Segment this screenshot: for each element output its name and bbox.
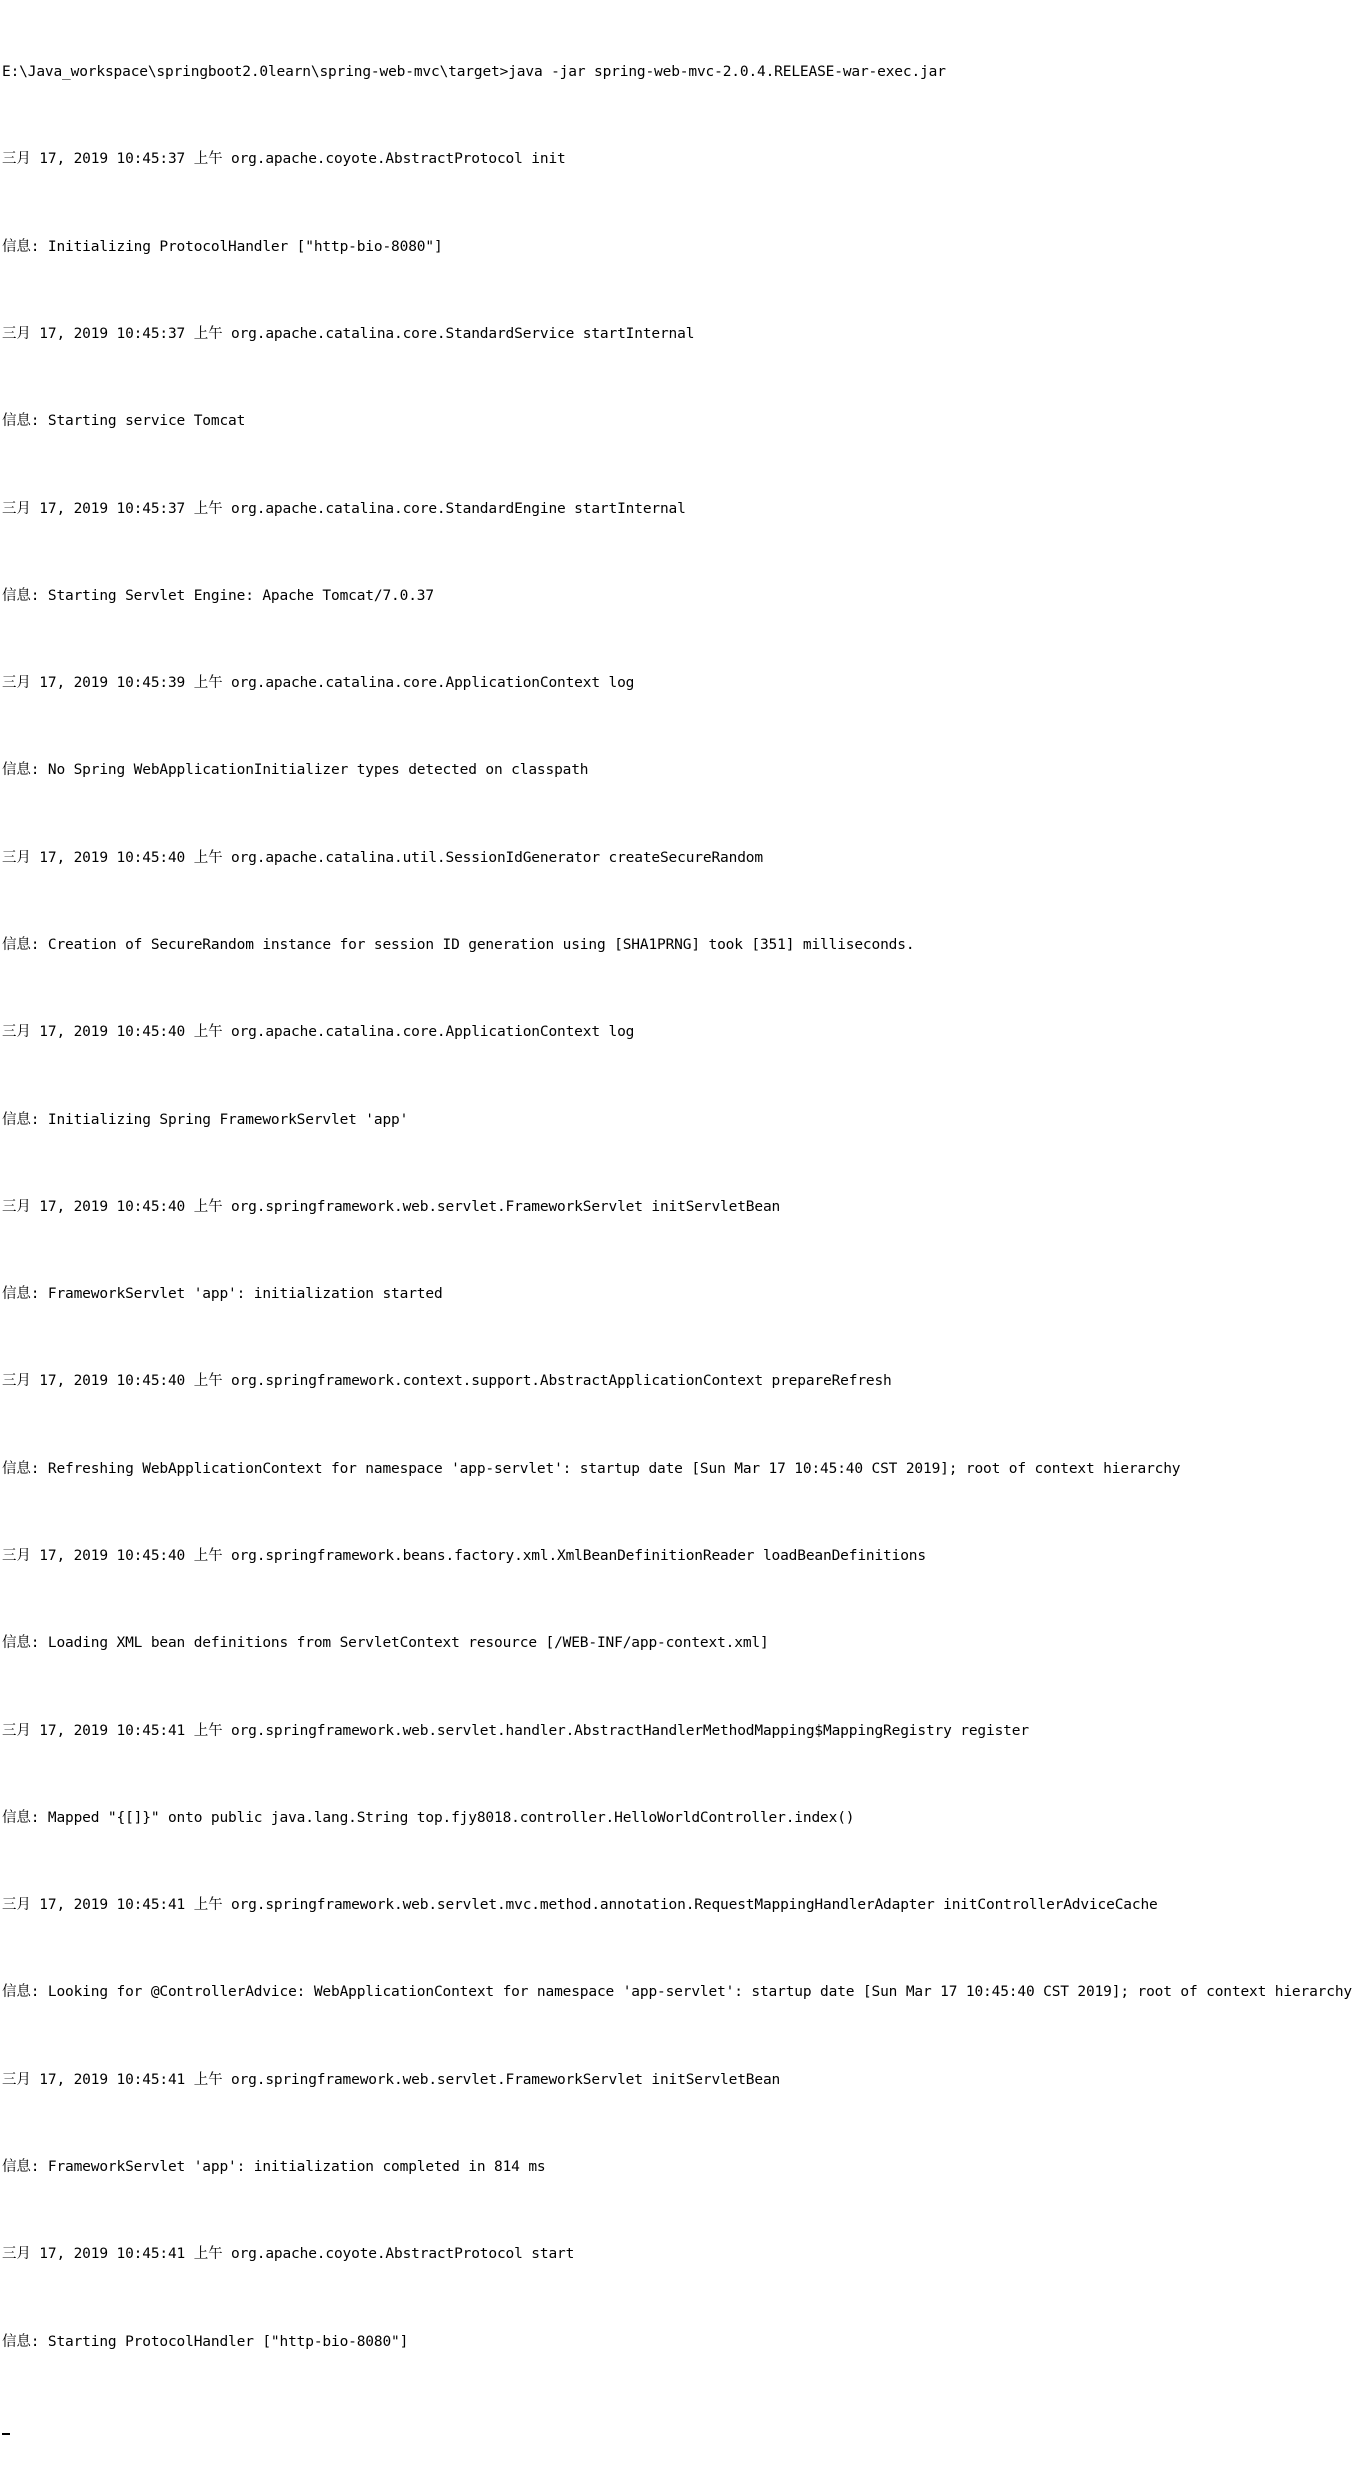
terminal-cursor-line: [2, 2415, 1268, 2444]
terminal-line: 三月 17, 2019 10:45:40 上午 org.apache.catalina.util.SessionIdGenerator createSecureRandom: [2, 849, 763, 866]
text-cursor: [2, 2433, 10, 2435]
terminal-line: 三月 17, 2019 10:45:41 上午 org.springframework.web.servlet.handler.AbstractHandlerMethodMapping$MappingRegistry register: [2, 1722, 1029, 1739]
terminal-line: 三月 17, 2019 10:45:41 上午 org.apache.coyote.AbstractProtocol start: [2, 2246, 575, 2263]
terminal-line: 三月 17, 2019 10:45:41 上午 org.springframework.web.servlet.mvc.method.annotation.RequestMappingHandlerAdapter initControllerAdviceCache: [2, 1897, 1158, 1914]
terminal-line: E:\Java_workspace\springboot2.0learn\spring-web-mvc\target>java -jar spring-web-mvc-2.0.4.RELEASE-war-exec.jar: [2, 64, 946, 81]
terminal-line: 信息: FrameworkServlet 'app': initialization completed in 814 ms: [2, 2158, 546, 2175]
terminal-line: 三月 17, 2019 10:45:41 上午 org.springframework.web.servlet.FrameworkServlet initServletBean: [2, 2071, 781, 2088]
terminal-line: 信息: Starting ProtocolHandler ["http-bio-8080"]: [2, 2333, 409, 2350]
terminal-line: 信息: Mapped "{[]}" onto public java.lang.String top.fjy8018.controller.HelloWorldController.index(): [2, 1809, 855, 1826]
terminal-line: 信息: Loading XML bean definitions from ServletContext resource [/WEB-INF/app-context.xml]: [2, 1635, 769, 1652]
terminal-line: 信息: No Spring WebApplicationInitializer types detected on classpath: [2, 762, 589, 779]
terminal-line: 信息: FrameworkServlet 'app': initialization started: [2, 1286, 443, 1303]
terminal-line: 三月 17, 2019 10:45:39 上午 org.apache.catalina.core.ApplicationContext log: [2, 675, 635, 692]
terminal-line: 信息: Starting service Tomcat: [2, 413, 246, 430]
terminal-line: 三月 17, 2019 10:45:40 上午 org.apache.catalina.core.ApplicationContext log: [2, 1024, 635, 1041]
terminal-line: 信息: Initializing Spring FrameworkServlet 'app': [2, 1111, 409, 1128]
terminal-line: 信息: Creation of SecureRandom instance for session ID generation using [SHA1PRNG] took [351] milliseconds.: [2, 937, 915, 953]
terminal-line: 三月 17, 2019 10:45:37 上午 org.apache.catalina.core.StandardService startInternal: [2, 326, 695, 343]
terminal-line: 三月 17, 2019 10:45:37 上午 org.apache.catalina.core.StandardEngine startInternal: [2, 500, 686, 517]
terminal-line: 三月 17, 2019 10:45:37 上午 org.apache.coyote.AbstractProtocol init: [2, 151, 566, 168]
terminal-line: 信息: Initializing ProtocolHandler ["http-bio-8080"]: [2, 238, 443, 255]
terminal-line: 三月 17, 2019 10:45:40 上午 org.springframework.beans.factory.xml.XmlBeanDefinitionReader loadBeanDefinitions: [2, 1547, 926, 1564]
terminal-line: 信息: Looking for @ControllerAdvice: WebApplicationContext for namespace 'app-servlet': startup date [Sun Mar 17 10:45:40 CST 2019]; root of context hierarchy: [2, 1984, 1352, 2001]
terminal-line: 信息: Starting Servlet Engine: Apache Tomcat/7.0.37: [2, 587, 434, 604]
terminal-line: 信息: Refreshing WebApplicationContext for namespace 'app-servlet': startup date [Sun Mar 17 10:45:40 CST 2019]; root of context hierarchy: [2, 1460, 1181, 1477]
terminal-line: 三月 17, 2019 10:45:40 上午 org.springframework.context.support.AbstractApplicationContext prepareRefresh: [2, 1373, 892, 1390]
terminal-line: 三月 17, 2019 10:45:40 上午 org.springframework.web.servlet.FrameworkServlet initServletBean: [2, 1198, 781, 1215]
